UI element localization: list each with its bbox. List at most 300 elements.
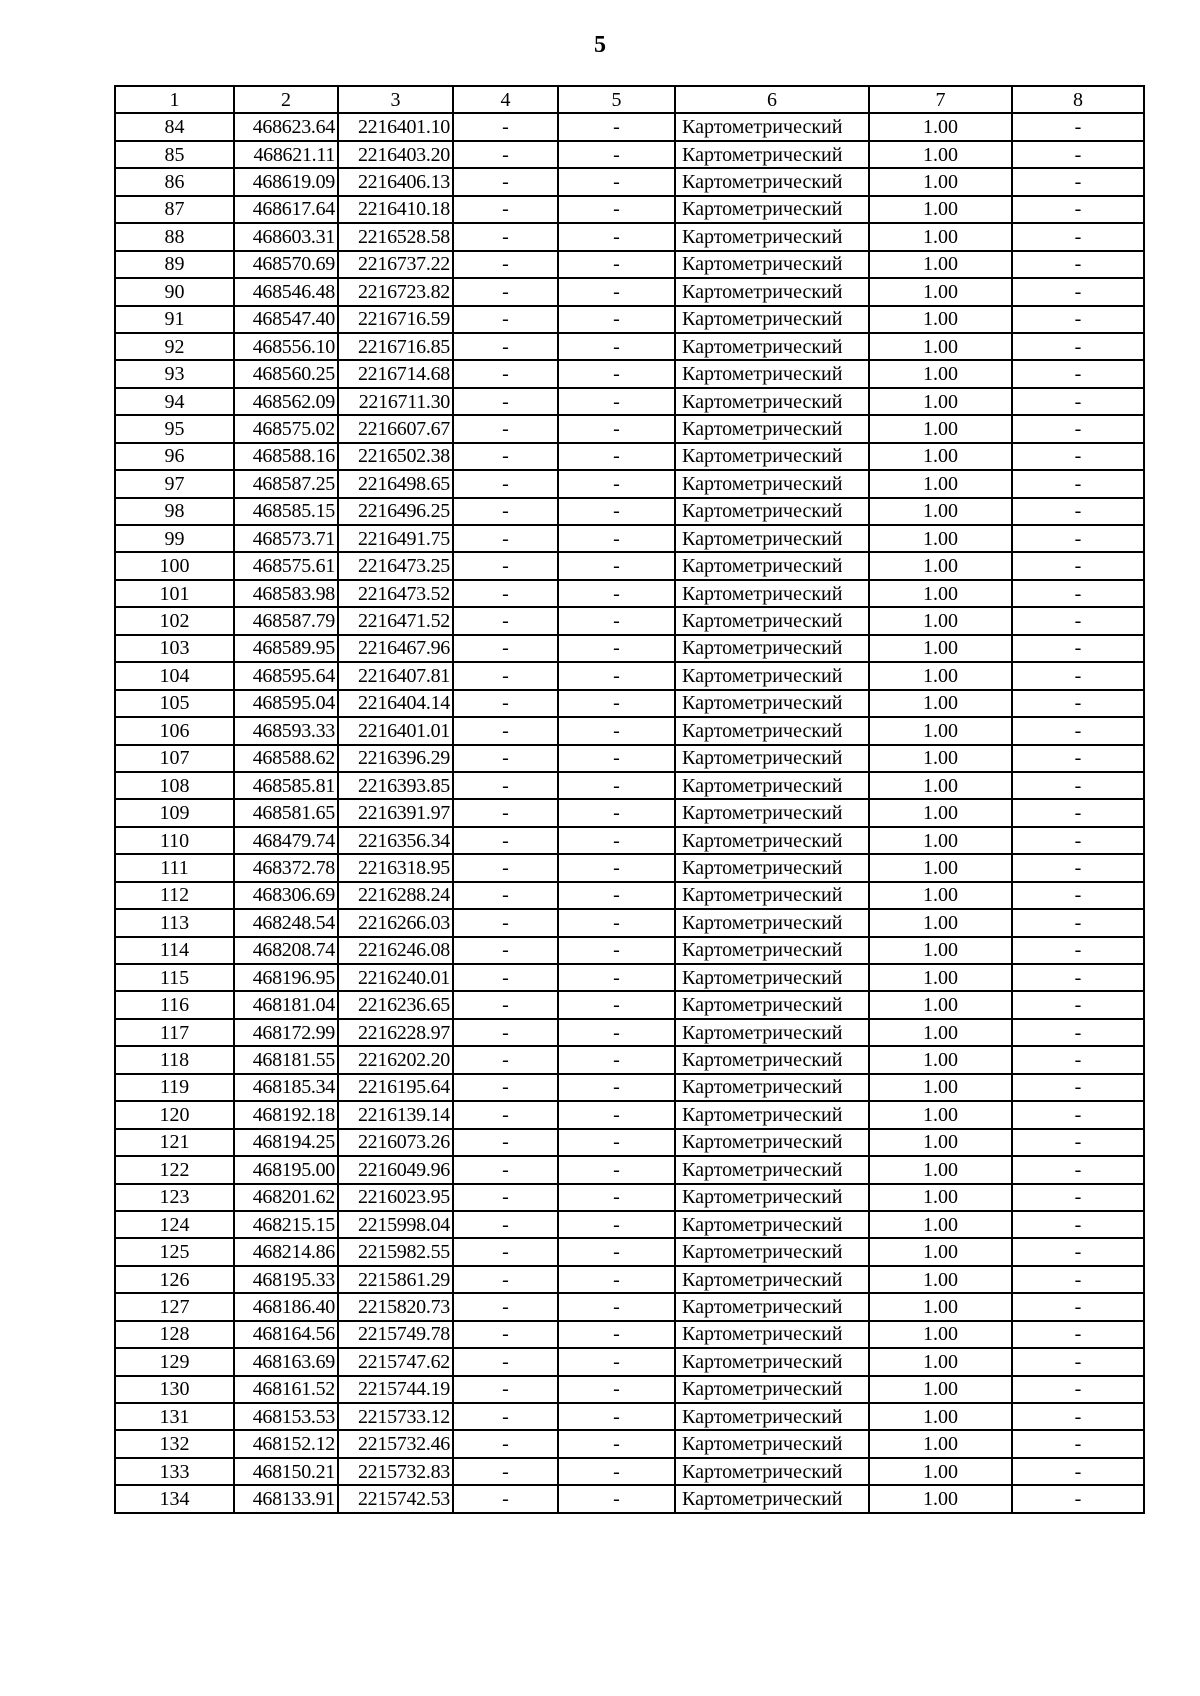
column-8-cell: - <box>1012 168 1144 195</box>
accuracy-cell: 1.00 <box>869 360 1012 387</box>
column-4-cell: - <box>453 552 558 579</box>
x-coordinate-cell: 468164.56 <box>234 1321 338 1348</box>
column-4-cell: - <box>453 854 558 881</box>
accuracy-cell: 1.00 <box>869 1403 1012 1430</box>
table-row <box>115 1074 1144 1101</box>
column-8-cell: - <box>1012 552 1144 579</box>
x-coordinate-cell: 468372.78 <box>234 854 338 881</box>
method-cell: Картометрический <box>675 635 869 662</box>
x-coordinate-cell: 468201.62 <box>234 1184 338 1211</box>
column-5-cell: - <box>558 1101 675 1128</box>
x-coordinate-cell: 468619.09 <box>234 168 338 195</box>
method-cell: Картометрический <box>675 690 869 717</box>
accuracy-cell: 1.00 <box>869 1238 1012 1265</box>
point-number-cell: 98 <box>115 498 234 525</box>
column-header: 5 <box>558 86 675 113</box>
column-header: 1 <box>115 86 234 113</box>
column-4-cell: - <box>453 1156 558 1183</box>
x-coordinate-cell: 468583.98 <box>234 580 338 607</box>
column-8-cell: - <box>1012 306 1144 333</box>
column-4-cell: - <box>453 635 558 662</box>
table-row <box>115 443 1144 470</box>
column-8-cell: - <box>1012 607 1144 634</box>
point-number-cell: 110 <box>115 827 234 854</box>
y-coordinate-cell: 2215742.53 <box>338 1485 453 1512</box>
x-coordinate-cell: 468575.02 <box>234 415 338 442</box>
table-row <box>115 415 1144 442</box>
table-row <box>115 964 1144 991</box>
column-4-cell: - <box>453 607 558 634</box>
accuracy-cell: 1.00 <box>869 1458 1012 1485</box>
column-4-cell: - <box>453 1266 558 1293</box>
y-coordinate-cell: 2216407.81 <box>338 662 453 689</box>
accuracy-cell: 1.00 <box>869 1019 1012 1046</box>
accuracy-cell: 1.00 <box>869 223 1012 250</box>
accuracy-cell: 1.00 <box>869 635 1012 662</box>
x-coordinate-cell: 468479.74 <box>234 827 338 854</box>
x-coordinate-cell: 468196.95 <box>234 964 338 991</box>
method-cell: Картометрический <box>675 607 869 634</box>
table-row <box>115 1403 1144 1430</box>
method-cell: Картометрический <box>675 1101 869 1128</box>
x-coordinate-cell: 468587.25 <box>234 470 338 497</box>
method-cell: Картометрический <box>675 1074 869 1101</box>
y-coordinate-cell: 2215749.78 <box>338 1321 453 1348</box>
column-4-cell: - <box>453 470 558 497</box>
column-8-cell: - <box>1012 909 1144 936</box>
method-cell: Картометрический <box>675 1348 869 1375</box>
x-coordinate-cell: 468195.00 <box>234 1156 338 1183</box>
table-row <box>115 251 1144 278</box>
table-row <box>115 223 1144 250</box>
column-4-cell: - <box>453 772 558 799</box>
method-cell: Картометрический <box>675 1046 869 1073</box>
method-cell: Картометрический <box>675 964 869 991</box>
column-5-cell: - <box>558 635 675 662</box>
accuracy-cell: 1.00 <box>869 854 1012 881</box>
column-4-cell: - <box>453 580 558 607</box>
column-8-cell: - <box>1012 1430 1144 1457</box>
column-8-cell: - <box>1012 1238 1144 1265</box>
y-coordinate-cell: 2216467.96 <box>338 635 453 662</box>
accuracy-cell: 1.00 <box>869 1129 1012 1156</box>
column-5-cell: - <box>558 333 675 360</box>
accuracy-cell: 1.00 <box>869 1074 1012 1101</box>
column-4-cell: - <box>453 1101 558 1128</box>
point-number-cell: 104 <box>115 662 234 689</box>
point-number-cell: 131 <box>115 1403 234 1430</box>
accuracy-cell: 1.00 <box>869 113 1012 140</box>
column-8-cell: - <box>1012 717 1144 744</box>
accuracy-cell: 1.00 <box>869 662 1012 689</box>
method-cell: Картометрический <box>675 443 869 470</box>
accuracy-cell: 1.00 <box>869 827 1012 854</box>
x-coordinate-cell: 468573.71 <box>234 525 338 552</box>
x-coordinate-cell: 468570.69 <box>234 251 338 278</box>
x-coordinate-cell: 468575.61 <box>234 552 338 579</box>
method-cell: Картометрический <box>675 937 869 964</box>
method-cell: Картометрический <box>675 333 869 360</box>
column-8-cell: - <box>1012 991 1144 1018</box>
point-number-cell: 89 <box>115 251 234 278</box>
column-header: 8 <box>1012 86 1144 113</box>
method-cell: Картометрический <box>675 1403 869 1430</box>
column-header: 6 <box>675 86 869 113</box>
point-number-cell: 95 <box>115 415 234 442</box>
y-coordinate-cell: 2216716.59 <box>338 306 453 333</box>
method-cell: Картометрический <box>675 1458 869 1485</box>
column-5-cell: - <box>558 964 675 991</box>
table-row <box>115 1293 1144 1320</box>
y-coordinate-cell: 2216528.58 <box>338 223 453 250</box>
point-number-cell: 94 <box>115 388 234 415</box>
column-8-cell: - <box>1012 470 1144 497</box>
x-coordinate-cell: 468595.04 <box>234 690 338 717</box>
accuracy-cell: 1.00 <box>869 251 1012 278</box>
y-coordinate-cell: 2216195.64 <box>338 1074 453 1101</box>
table-row <box>115 909 1144 936</box>
y-coordinate-cell: 2216496.25 <box>338 498 453 525</box>
x-coordinate-cell: 468150.21 <box>234 1458 338 1485</box>
y-coordinate-cell: 2216073.26 <box>338 1129 453 1156</box>
column-8-cell: - <box>1012 964 1144 991</box>
x-coordinate-cell: 468248.54 <box>234 909 338 936</box>
point-number-cell: 112 <box>115 882 234 909</box>
point-number-cell: 108 <box>115 772 234 799</box>
method-cell: Картометрический <box>675 360 869 387</box>
y-coordinate-cell: 2216473.52 <box>338 580 453 607</box>
point-number-cell: 116 <box>115 991 234 1018</box>
y-coordinate-cell: 2216502.38 <box>338 443 453 470</box>
table-row <box>115 772 1144 799</box>
column-4-cell: - <box>453 745 558 772</box>
point-number-cell: 101 <box>115 580 234 607</box>
column-8-cell: - <box>1012 1184 1144 1211</box>
column-4-cell: - <box>453 1376 558 1403</box>
column-8-cell: - <box>1012 360 1144 387</box>
point-number-cell: 84 <box>115 113 234 140</box>
column-8-cell: - <box>1012 1403 1144 1430</box>
y-coordinate-cell: 2215744.19 <box>338 1376 453 1403</box>
x-coordinate-cell: 468214.86 <box>234 1238 338 1265</box>
column-5-cell: - <box>558 1430 675 1457</box>
column-5-cell: - <box>558 1129 675 1156</box>
column-4-cell: - <box>453 882 558 909</box>
method-cell: Картометрический <box>675 1184 869 1211</box>
table-row <box>115 827 1144 854</box>
accuracy-cell: 1.00 <box>869 1293 1012 1320</box>
table-row <box>115 196 1144 223</box>
column-4-cell: - <box>453 909 558 936</box>
column-4-cell: - <box>453 1348 558 1375</box>
column-5-cell: - <box>558 1376 675 1403</box>
accuracy-cell: 1.00 <box>869 470 1012 497</box>
accuracy-cell: 1.00 <box>869 717 1012 744</box>
column-5-cell: - <box>558 1485 675 1512</box>
column-8-cell: - <box>1012 443 1144 470</box>
column-4-cell: - <box>453 333 558 360</box>
method-cell: Картометрический <box>675 388 869 415</box>
point-number-cell: 124 <box>115 1211 234 1238</box>
accuracy-cell: 1.00 <box>869 1156 1012 1183</box>
accuracy-cell: 1.00 <box>869 168 1012 195</box>
method-cell: Картометрический <box>675 470 869 497</box>
column-4-cell: - <box>453 964 558 991</box>
column-8-cell: - <box>1012 1458 1144 1485</box>
column-5-cell: - <box>558 1293 675 1320</box>
point-number-cell: 93 <box>115 360 234 387</box>
column-4-cell: - <box>453 1074 558 1101</box>
point-number-cell: 122 <box>115 1156 234 1183</box>
method-cell: Картометрический <box>675 772 869 799</box>
column-5-cell: - <box>558 882 675 909</box>
accuracy-cell: 1.00 <box>869 196 1012 223</box>
point-number-cell: 120 <box>115 1101 234 1128</box>
column-5-cell: - <box>558 1238 675 1265</box>
column-8-cell: - <box>1012 1293 1144 1320</box>
point-number-cell: 118 <box>115 1046 234 1073</box>
column-5-cell: - <box>558 909 675 936</box>
x-coordinate-cell: 468593.33 <box>234 717 338 744</box>
x-coordinate-cell: 468546.48 <box>234 278 338 305</box>
table-row <box>115 1211 1144 1238</box>
table-row <box>115 1101 1144 1128</box>
column-5-cell: - <box>558 415 675 442</box>
accuracy-cell: 1.00 <box>869 443 1012 470</box>
table-row <box>115 141 1144 168</box>
point-number-cell: 129 <box>115 1348 234 1375</box>
x-coordinate-cell: 468186.40 <box>234 1293 338 1320</box>
table-row <box>115 360 1144 387</box>
column-8-cell: - <box>1012 1211 1144 1238</box>
column-5-cell: - <box>558 196 675 223</box>
column-5-cell: - <box>558 1321 675 1348</box>
y-coordinate-cell: 2216403.20 <box>338 141 453 168</box>
column-5-cell: - <box>558 991 675 1018</box>
y-coordinate-cell: 2216406.13 <box>338 168 453 195</box>
column-8-cell: - <box>1012 141 1144 168</box>
column-8-cell: - <box>1012 580 1144 607</box>
column-4-cell: - <box>453 360 558 387</box>
x-coordinate-cell: 468621.11 <box>234 141 338 168</box>
column-8-cell: - <box>1012 1046 1144 1073</box>
table-row <box>115 690 1144 717</box>
y-coordinate-cell: 2216240.01 <box>338 964 453 991</box>
y-coordinate-cell: 2216202.20 <box>338 1046 453 1073</box>
column-4-cell: - <box>453 1403 558 1430</box>
method-cell: Картометрический <box>675 1430 869 1457</box>
column-5-cell: - <box>558 525 675 552</box>
y-coordinate-cell: 2216401.10 <box>338 113 453 140</box>
column-4-cell: - <box>453 1129 558 1156</box>
x-coordinate-cell: 468585.15 <box>234 498 338 525</box>
column-5-cell: - <box>558 1266 675 1293</box>
table-row <box>115 1485 1144 1512</box>
accuracy-cell: 1.00 <box>869 415 1012 442</box>
point-number-cell: 97 <box>115 470 234 497</box>
column-4-cell: - <box>453 306 558 333</box>
column-8-cell: - <box>1012 662 1144 689</box>
x-coordinate-cell: 468181.55 <box>234 1046 338 1073</box>
method-cell: Картометрический <box>675 141 869 168</box>
table-row <box>115 1019 1144 1046</box>
column-8-cell: - <box>1012 1101 1144 1128</box>
column-4-cell: - <box>453 1321 558 1348</box>
x-coordinate-cell: 468587.79 <box>234 607 338 634</box>
point-number-cell: 102 <box>115 607 234 634</box>
table-row <box>115 1430 1144 1457</box>
accuracy-cell: 1.00 <box>869 388 1012 415</box>
table-row <box>115 607 1144 634</box>
y-coordinate-cell: 2216723.82 <box>338 278 453 305</box>
accuracy-cell: 1.00 <box>869 964 1012 991</box>
column-4-cell: - <box>453 196 558 223</box>
column-5-cell: - <box>558 1046 675 1073</box>
column-header: 3 <box>338 86 453 113</box>
column-4-cell: - <box>453 525 558 552</box>
x-coordinate-cell: 468152.12 <box>234 1430 338 1457</box>
column-4-cell: - <box>453 223 558 250</box>
point-number-cell: 103 <box>115 635 234 662</box>
accuracy-cell: 1.00 <box>869 1430 1012 1457</box>
method-cell: Картометрический <box>675 113 869 140</box>
y-coordinate-cell: 2216049.96 <box>338 1156 453 1183</box>
x-coordinate-cell: 468617.64 <box>234 196 338 223</box>
column-5-cell: - <box>558 388 675 415</box>
point-number-cell: 109 <box>115 799 234 826</box>
table-row <box>115 168 1144 195</box>
method-cell: Картометрический <box>675 1293 869 1320</box>
y-coordinate-cell: 2216236.65 <box>338 991 453 1018</box>
column-5-cell: - <box>558 498 675 525</box>
accuracy-cell: 1.00 <box>869 552 1012 579</box>
point-number-cell: 100 <box>115 552 234 579</box>
column-5-cell: - <box>558 607 675 634</box>
accuracy-cell: 1.00 <box>869 799 1012 826</box>
method-cell: Картометрический <box>675 1321 869 1348</box>
table-header-row <box>115 86 1144 113</box>
column-8-cell: - <box>1012 690 1144 717</box>
y-coordinate-cell: 2216737.22 <box>338 251 453 278</box>
column-8-cell: - <box>1012 1321 1144 1348</box>
column-8-cell: - <box>1012 251 1144 278</box>
column-header: 4 <box>453 86 558 113</box>
y-coordinate-cell: 2216266.03 <box>338 909 453 936</box>
y-coordinate-cell: 2216391.97 <box>338 799 453 826</box>
table-row <box>115 1046 1144 1073</box>
point-number-cell: 87 <box>115 196 234 223</box>
accuracy-cell: 1.00 <box>869 991 1012 1018</box>
accuracy-cell: 1.00 <box>869 1101 1012 1128</box>
column-4-cell: - <box>453 141 558 168</box>
table-row <box>115 388 1144 415</box>
point-number-cell: 105 <box>115 690 234 717</box>
table-row <box>115 113 1144 140</box>
y-coordinate-cell: 2216607.67 <box>338 415 453 442</box>
x-coordinate-cell: 468603.31 <box>234 223 338 250</box>
column-8-cell: - <box>1012 1019 1144 1046</box>
y-coordinate-cell: 2216471.52 <box>338 607 453 634</box>
column-5-cell: - <box>558 470 675 497</box>
point-number-cell: 126 <box>115 1266 234 1293</box>
point-number-cell: 133 <box>115 1458 234 1485</box>
table-row <box>115 1184 1144 1211</box>
column-8-cell: - <box>1012 1266 1144 1293</box>
accuracy-cell: 1.00 <box>869 909 1012 936</box>
column-5-cell: - <box>558 1348 675 1375</box>
column-8-cell: - <box>1012 1074 1144 1101</box>
x-coordinate-cell: 468623.64 <box>234 113 338 140</box>
column-4-cell: - <box>453 1293 558 1320</box>
accuracy-cell: 1.00 <box>869 1348 1012 1375</box>
x-coordinate-cell: 468195.33 <box>234 1266 338 1293</box>
point-number-cell: 91 <box>115 306 234 333</box>
column-5-cell: - <box>558 854 675 881</box>
method-cell: Картометрический <box>675 525 869 552</box>
y-coordinate-cell: 2216246.08 <box>338 937 453 964</box>
accuracy-cell: 1.00 <box>869 937 1012 964</box>
table-row <box>115 498 1144 525</box>
column-8-cell: - <box>1012 278 1144 305</box>
x-coordinate-cell: 468161.52 <box>234 1376 338 1403</box>
column-8-cell: - <box>1012 525 1144 552</box>
accuracy-cell: 1.00 <box>869 580 1012 607</box>
column-8-cell: - <box>1012 772 1144 799</box>
column-4-cell: - <box>453 690 558 717</box>
y-coordinate-cell: 2216711.30 <box>338 388 453 415</box>
table-row <box>115 991 1144 1018</box>
column-5-cell: - <box>558 306 675 333</box>
point-number-cell: 123 <box>115 1184 234 1211</box>
point-number-cell: 114 <box>115 937 234 964</box>
point-number-cell: 86 <box>115 168 234 195</box>
point-number-cell: 111 <box>115 854 234 881</box>
table-row <box>115 580 1144 607</box>
y-coordinate-cell: 2215998.04 <box>338 1211 453 1238</box>
x-coordinate-cell: 468595.64 <box>234 662 338 689</box>
x-coordinate-cell: 468306.69 <box>234 882 338 909</box>
method-cell: Картометрический <box>675 552 869 579</box>
y-coordinate-cell: 2216023.95 <box>338 1184 453 1211</box>
y-coordinate-cell: 2216716.85 <box>338 333 453 360</box>
table-row <box>115 854 1144 881</box>
y-coordinate-cell: 2216401.01 <box>338 717 453 744</box>
method-cell: Картометрический <box>675 1129 869 1156</box>
y-coordinate-cell: 2216318.95 <box>338 854 453 881</box>
y-coordinate-cell: 2215982.55 <box>338 1238 453 1265</box>
y-coordinate-cell: 2215747.62 <box>338 1348 453 1375</box>
column-4-cell: - <box>453 1485 558 1512</box>
column-8-cell: - <box>1012 635 1144 662</box>
column-4-cell: - <box>453 388 558 415</box>
y-coordinate-cell: 2215733.12 <box>338 1403 453 1430</box>
y-coordinate-cell: 2216356.34 <box>338 827 453 854</box>
method-cell: Картометрический <box>675 1266 869 1293</box>
column-5-cell: - <box>558 1156 675 1183</box>
table-row <box>115 470 1144 497</box>
column-5-cell: - <box>558 745 675 772</box>
accuracy-cell: 1.00 <box>869 498 1012 525</box>
y-coordinate-cell: 2216473.25 <box>338 552 453 579</box>
column-5-cell: - <box>558 1184 675 1211</box>
column-8-cell: - <box>1012 113 1144 140</box>
column-8-cell: - <box>1012 827 1144 854</box>
column-5-cell: - <box>558 1458 675 1485</box>
method-cell: Картометрический <box>675 854 869 881</box>
accuracy-cell: 1.00 <box>869 772 1012 799</box>
table-row <box>115 1156 1144 1183</box>
column-4-cell: - <box>453 1238 558 1265</box>
